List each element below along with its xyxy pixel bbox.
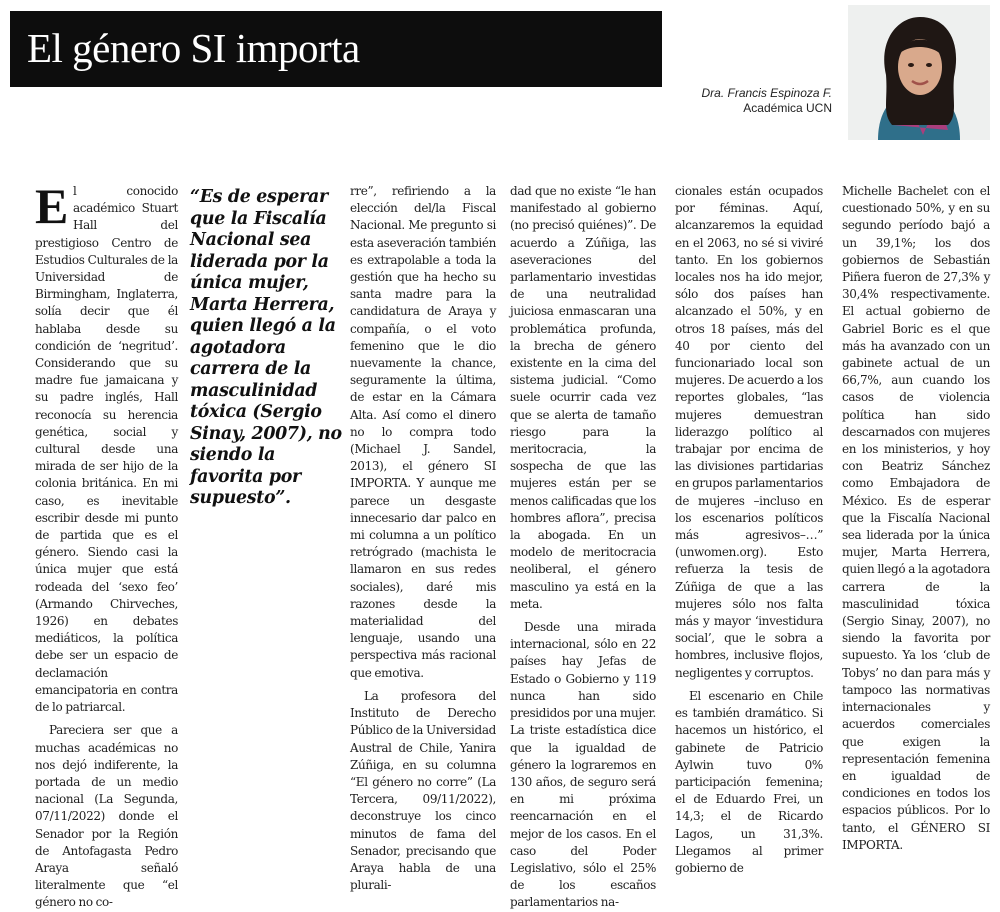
article-column-3 [350, 183, 496, 893]
byline [702, 86, 833, 116]
author-role: Académica UCN [743, 101, 832, 115]
paragraph: Michelle Bachelet con el cuestionado 50%, y en su segundo período bajó a un 39,1%; los dos gobiernos de Sebastián Piñera fueron de 27,3% y 30,4% respectivamente. El actual gobierno de Gabriel Boric es el que más ha avanzado con un gabinete actual de un 66,7%, aun cuando los casos de violencia política han sido descarnados con mujeres en los ministerios, y hoy con Beatriz Sánchez como Embajadora de México. Es de esperar que la Fiscalía Nacional sea liderada por la única mujer, Marta Herrera, quien llegó a la agotadora carrera de la masculinidad tóxica (Sergio Sinay, 2007), no siendo la favorita por supuesto. Ya los ‘club de Tobys’ no dan para más y tampoco las normativas internacionales y acuerdos comerciales que exigen la representación femenina en igualdad de condiciones en todos los espacios públicos. Por lo tanto, el GÉNERO SI IMPORTA. [842, 184, 990, 852]
pull-quote: “Es de esperar que la Fiscalía Nacional sea liderada por la única mujer, Marta Herrera, quien llegó a la agotadora carrera de la masculinidad tóxica (Sergio Sinay, 2007), no siendo la favorita por supuesto”. [190, 187, 342, 508]
article-column-5 [675, 183, 823, 875]
title-banner [10, 11, 662, 87]
drop-cap: E [35, 178, 68, 234]
article-column-4 [510, 183, 656, 910]
paragraph [35, 178, 178, 716]
paragraph: El escenario en Chile es también dramático. Si hacemos un histórico, el gabinete de Patricio Aylwin tuvo 0% participación femenina; el de Eduardo Frei, un 14,3; el de Ricardo Lagos, un 31,3%. Llegamos al primer gobierno de [675, 688, 823, 875]
author-name: Dra. Francis Espinoza F. [701, 86, 832, 100]
paragraph: Desde una mirada internacional, sólo en 22 países hay Jefas de Estado o Gobierno y 119 nunca han sido presididos por una mujer. La triste estadística dice que la igualdad de género la lograremos en 130 años, de seguro será en mi próxima reencarnación en el mejor de los casos. En el caso del Poder Legislativo, sólo el 25% de los escaños parlamentarios na- [510, 620, 656, 910]
paragraph: cionales están ocupados por féminas. Aquí, alcanzaremos la equidad en el 2063, no sé si viviré tanto. En los gobiernos locales nos ha ido mejor, sólo dos países han alcanzado el 50%, y en otros 18 países, más del 40 por ciento del funcionariado local son mujeres. De acuerdo a los reportes globales, “las mujeres demuestran liderazgo político al trabajar por encima de las divisiones partidarias en grupos parlamentarios de mujeres –incluso en los escenarios políticos más agresivos–…” (unwomen.org). Esto refuerza la tesis de Zúñiga de que a las mujeres sólo nos falta más y mayor ‘investidura social’, que le sobra a hombres, inclusive flojos, negligentes y corruptos. [675, 184, 823, 680]
article-column-1 [35, 178, 178, 910]
article-title: El género SI importa [27, 25, 360, 71]
paragraph: La profesora del Instituto de Derecho Público de la Universidad Austral de Chile, Yanira Zúñiga, en su columna “El género no corre” (La Tercera, 09/11/2022), deconstruye los cinco minutos de fama del Senador, precisando que Araya habla de una plurali- [350, 688, 496, 893]
paragraph: Pareciera ser que a muchas académicas no nos dejó indiferente, la portada de un medio nacional (La Segunda, 07/11/2022) donde el Senador por la Región de Antofagasta Pedro Araya señaló literalmente que “el género no co- [35, 723, 178, 910]
paragraph-text: l conocido académico Stuart Hall del prestigioso Centro de Estudios Culturales de la Universidad de Birmingham, Inglaterra, solía decir que él hablaba desde su condición de ‘negritud’. Considerando que su madre fue jamaicana y su padre inglés, Hall reconocía su herencia genética, social y cultural desde una mirada de ser hijo de la colonia británica. En mi caso, es inevitable escribir desde mi punto de partida que es el género. Siendo casi la única mujer que está rodeada del ‘sexo feo’ (Armando Chirveches, 1926) en debates mediáticos, la política debe ser un espacio de declamación emancipatoria en contra de lo patriarcal. [35, 184, 178, 715]
paragraph: dad que no existe “le han manifestado al gobierno (no precisó quiénes)”. De acuerdo a Zúñiga, las aseveraciones del parlamentario investidas de una neutralidad juiciosa enmascaran una problemática profunda, la brecha de género existente en la cima del sistema judicial. “Como suele ocurrir cada vez que se alerta de tamaño riesgo para la meritocracia, la sospecha de que las mujeres están per se menos calificadas que los hombres aflora”, precisa la abogada. En un modelo de meritocracia neoliberal, el género masculino ya está en la meta. [510, 184, 656, 611]
paragraph: rre”, refiriendo a la elección del/la Fiscal Nacional. Me pregunto si esta aseveración también es extrapolable a toda la gestión que ha hecho su santa madre para la candidatura de Araya y compañía, o el voto femenino que le dio nuevamente la chance, seguramente la última, de estar en la Cámara Alta. Así como el dinero no lo compra todo (Michael J. Sandel, 2013), el género SI IMPORTA. Y aunque me parece un desgaste innecesario dar palco en mi columna a un político retrógrado (machista le llamaron en sus redes sociales), daré mis razones desde la materialidad del lenguaje, usando una perspectiva más racional que emotiva. [350, 184, 496, 680]
article-column-6 [842, 183, 990, 852]
author-portrait [848, 5, 990, 140]
